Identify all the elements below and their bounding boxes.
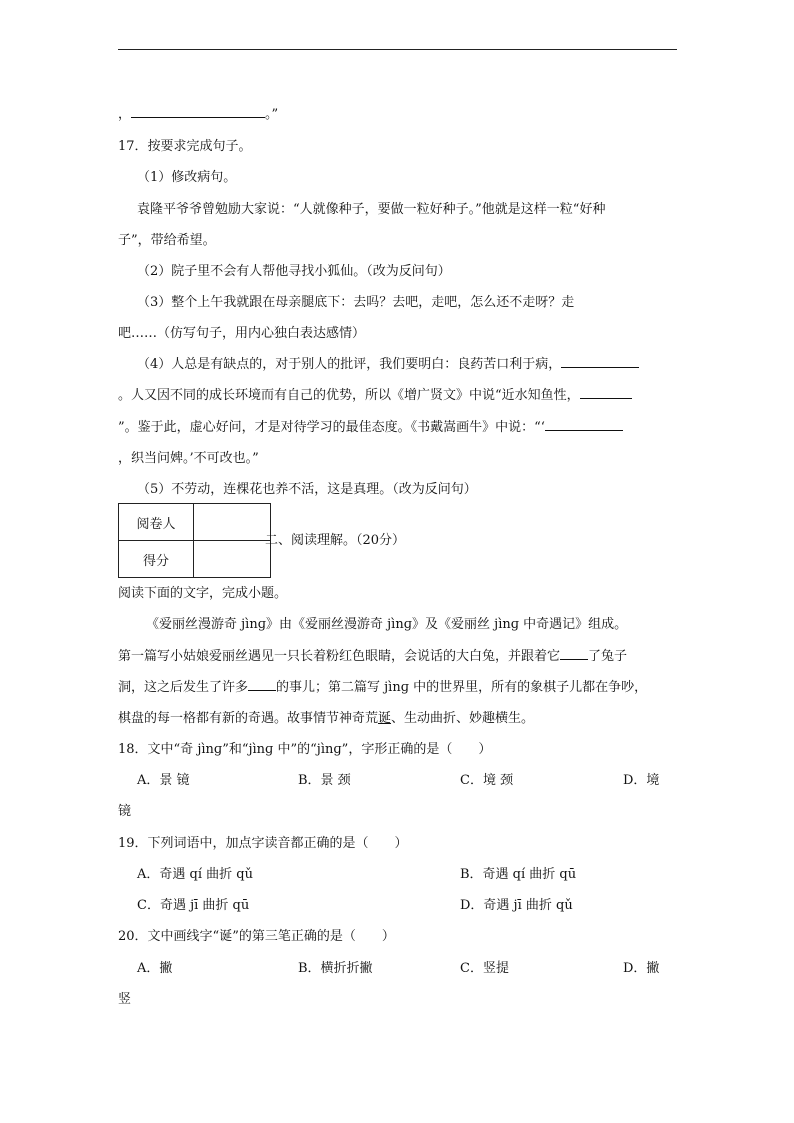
q19-option-b[interactable]: B．奇遇 qí 曲折 qū [460,867,577,882]
score-label: 得分 [119,541,194,578]
grader-cell[interactable] [194,504,271,541]
q18-option-a[interactable]: A．景 镜 [137,773,190,788]
q20-option-d-wrap: 竖 [118,992,132,1007]
blank[interactable] [560,647,588,660]
q19-option-c[interactable]: C．奇遇 jī 曲折 qū [137,898,250,913]
q18-option-b[interactable]: B．景 颈 [298,773,351,788]
q17-part1-text-a: 袁隆平爷爷曾勉励大家说：“人就像种子，要做一粒好种子。”他就是这样一粒“好种 [137,202,606,217]
q20-option-d[interactable]: D．撇 [623,961,660,976]
q20-option-a[interactable]: A．撇 [137,961,173,976]
header-rule [118,49,677,50]
q18-option-d[interactable]: D．境 [623,773,660,788]
passage-line-1: 《爱丽丝漫游奇 jìnɡ》由《爱丽丝漫游奇 jìnɡ》及《爱丽丝 jìnɡ 中奇遇记》组成。 [146,617,628,632]
question-17: 17．按要求完成句子。 [118,139,252,154]
blank[interactable] [131,105,265,118]
grader-label: 阅卷人 [119,504,194,541]
underlined-char: 诞 [378,711,392,726]
question-18: 18．文中“奇 jìnɡ”和“jìnɡ 中”的“jìnɡ”，字形正确的是（ ） [118,742,492,757]
q17-part1: （1）修改病句。 [137,170,237,185]
q17-part4-b: 。人又因不同的成长环境而有自己的优势，所以《增广贤文》中说“近水知鱼性， [118,384,632,403]
q19-option-a[interactable]: A．奇遇 qí 曲折 qǔ [137,867,253,882]
blank[interactable] [561,355,639,368]
section-heading: 二、阅读理解。（20分） [265,533,406,548]
blank[interactable] [545,418,623,431]
q20-option-c[interactable]: C．竖提 [460,961,509,976]
score-cell[interactable] [194,541,271,578]
passage-line-3: 洞，这之后发生了许多 的事儿；第二篇写 jìnɡ 中的世界里，所有的象棋子儿都在争吵， [118,680,648,695]
q20-option-b[interactable]: B．横折折撇 [298,961,373,976]
q17-part3-b: 吧……（仿写句子，用内心独白表达感情） [118,326,366,341]
blank[interactable] [248,678,276,691]
q19-option-d[interactable]: D．奇遇 jī 曲折 qǔ [460,898,573,913]
reading-instruction: 阅读下面的文字，完成小题。 [118,586,288,601]
q17-part2: （2）院子里不会有人帮他寻找小狐仙。（改为反问句） [137,264,451,279]
passage-line-4: 棋盘的每一格都有新的奇遇。故事情节神奇荒诞、生动曲折、妙趣横生。 [118,711,535,726]
q18-option-d-wrap: 镜 [118,804,132,819]
blank[interactable] [580,386,632,399]
question-19: 19．下列词语中，加点字读音都正确的是（ ） [118,836,408,851]
passage-line-2: 第一篇写小姑娘爱丽丝遇见一只长着粉红色眼睛，会说话的大白兔，并跟着它 了兔子 [118,649,628,664]
q17-part5: （5）不劳动，连棵花也养不活，这是真理。（改为反问句） [137,482,477,497]
q17-part4-c: ”。鉴于此，虚心好问，才是对待学习的最佳态度。《书戴嵩画牛》中说：“‘ [118,416,623,435]
score-table [118,503,271,578]
answer-line-continuation: ， 。” [118,107,279,122]
q17-part4-a: （4）人总是有缺点的，对于别人的批评，我们要明白：良药苦口利于病， [137,353,639,372]
q17-part1-text-b: 子”，带给希望。 [118,233,216,248]
q17-part3-a: （3）整个上午我就跟在母亲腿底下：去吗？去吧，走吧，怎么还不走呀？走 [137,295,575,310]
question-20: 20．文中画线字“诞”的第三笔正确的是（ ） [118,929,395,944]
q18-option-c[interactable]: C．境 颈 [460,773,514,788]
q17-part4-d: ，织当问婢。’不可改也。” [118,451,259,466]
